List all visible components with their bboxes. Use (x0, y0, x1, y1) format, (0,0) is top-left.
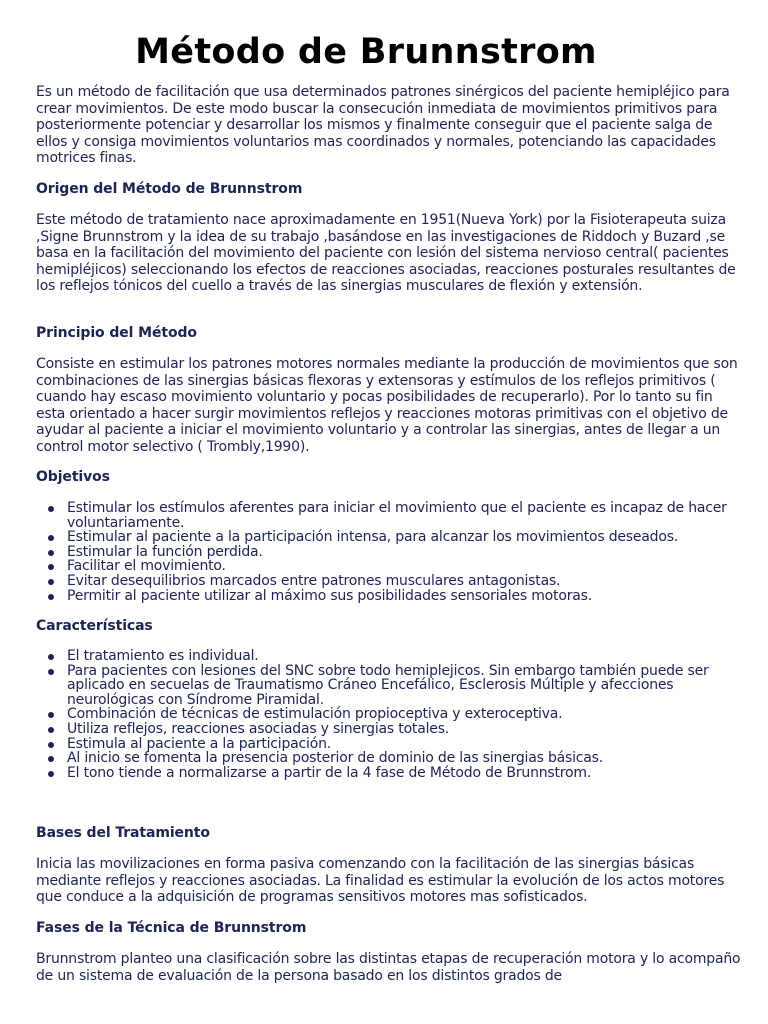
list-item-text: Permitir al paciente utilizar al máximo sus posibilidades sensoriales motoras. (67, 587, 592, 604)
bullet-icon (48, 712, 54, 718)
objetivos-list-container (36, 501, 742, 603)
caracteristicas-section (36, 617, 742, 635)
list-item (36, 707, 742, 722)
bases-heading: Bases del Tratamiento (36, 825, 210, 841)
list-item-text: Estimula al paciente a la participación. (67, 735, 332, 752)
list-item-text: Estimular al paciente a la participación intensa, para alcanzar los movimientos deseados. (67, 529, 679, 546)
fases-section (36, 919, 742, 937)
list-item-text: Al inicio se fomenta la presencia posterior de dominio de las sinergias básicas. (67, 750, 604, 767)
list-item-text: Facilitar el movimiento. (67, 558, 226, 575)
caracteristicas-list-container (36, 649, 742, 780)
objetivos-list (36, 501, 742, 603)
intro-paragraph: Es un método de facilitación que usa determinados patrones sinérgicos del paciente hemipléjico para crear movimientos. De este modo buscar la consecución inmediata de movimientos primitivos para posteriormente potenciar y desarrollar los mismos y finalmente conseguir que el paciente salga de ellos y consiga movimientos voluntarios mas coordinados y normales, potenciando las capacidades motrices finas. (36, 84, 730, 167)
list-item-text: Evitar desequilibrios marcados entre patrones musculares antagonistas. (67, 572, 561, 589)
list-item (36, 501, 742, 530)
bullet-icon (48, 579, 54, 585)
principio-heading: Principio del Método (36, 325, 197, 341)
intro-section (36, 84, 742, 167)
origen-paragraph: Este método de tratamiento nace aproximadamente en 1951(Nueva York) por la Fisioterapeuta suiza ,Signe Brunnstrom y la idea de su trabajo ,basándose en las investigaciones de Riddoch y Buzard ,se basa en la facilitación del movimiento del paciente con lesión del sistema nervioso central( pacientes hemipléjicos) seleccionando los efectos de reacciones asociadas, reacciones posturales resultantes de los reflejos tónicos del cuello a través de las sinergias musculares de flexión y extensión. (36, 212, 736, 295)
origen-section (36, 180, 742, 198)
bullet-icon (48, 564, 54, 570)
bullet-icon (48, 654, 54, 660)
list-item (36, 751, 742, 766)
list-item (36, 737, 742, 752)
list-item (36, 722, 742, 737)
bullet-icon (48, 727, 54, 733)
list-item (36, 574, 742, 589)
list-item-text: El tratamiento es individual. (67, 648, 259, 664)
bullet-icon (48, 506, 54, 512)
list-item (36, 530, 742, 545)
bases-section (36, 824, 742, 842)
page-title: Método de Brunnstrom (135, 32, 597, 72)
caracteristicas-list (36, 649, 742, 780)
list-item (36, 649, 742, 664)
origen-body (36, 212, 742, 295)
bullet-icon (48, 550, 54, 556)
list-item-text: Para pacientes con lesiones del SNC sobre todo hemiplejicos. Sin embargo también puede ser aplicado en secuelas de Traumatismo Cráneo Encefálico, Esclerosis Múltiple y afecciones neurológicas con Síndrome Piramidal. (67, 662, 709, 708)
principio-paragraph: Consiste en estimular los patrones motores normales mediante la producción de movimientos que son combinaciones de las sinergias básicas flexoras y extensoras y estímulos de los reflejos primitivos ( cuando hay escaso movimiento voluntario y pocas posibilidades de recuperarlo). Por lo tanto su fin esta orientado a hacer surgir movimientos reflejos y reacciones motoras primitivas con el objetivo de ayudar al paciente a iniciar el movimiento voluntario y a controlar las sinergias, antes de llegar a un control motor selectivo ( Trombly,1990). (36, 356, 738, 455)
fases-paragraph: Brunnstrom planteo una clasificación sobre las distintas etapas de recuperación motora y lo acompaño de un sistema de evaluación de la persona basado en los distintos grados de (36, 951, 741, 984)
bases-body (36, 856, 742, 906)
bullet-icon (48, 669, 54, 675)
bullet-icon (48, 771, 54, 777)
list-item-text: El tono tiende a normalizarse a partir de la 4 fase de Método de Brunnstrom. (67, 764, 592, 781)
objetivos-heading: Objetivos (36, 469, 110, 485)
list-item (36, 545, 742, 560)
bullet-icon (48, 742, 54, 748)
list-item (36, 559, 742, 574)
principio-section (36, 324, 742, 342)
objetivos-section (36, 468, 742, 486)
bullet-icon (48, 756, 54, 762)
bullet-icon (48, 535, 54, 541)
list-item-text: Estimular la función perdida. (67, 543, 263, 560)
fases-heading: Fases de la Técnica de Brunnstrom (36, 920, 307, 936)
list-item-text: Estimular los estímulos aferentes para iniciar el movimiento que el paciente es incapaz de hacer voluntariamente. (67, 500, 727, 531)
fases-body (36, 951, 742, 984)
bullet-icon (48, 594, 54, 600)
origen-heading: Origen del Método de Brunnstrom (36, 181, 303, 197)
list-item-text: Combinación de técnicas de estimulación propioceptiva y exteroceptiva. (67, 706, 563, 723)
bases-paragraph: Inicia las movilizaciones en forma pasiva comenzando con la facilitación de las sinergias básicas mediante reflejos y reacciones asociadas. La finalidad es estimular la evolución de los actos motores que conduce a la adquisición de programas sensitivos motores mas sofisticados. (36, 856, 725, 906)
caracteristicas-heading: Características (36, 618, 153, 634)
list-item (36, 766, 742, 781)
list-item (36, 589, 742, 604)
list-item (36, 664, 742, 708)
list-item-text: Utiliza reflejos, reacciones asociadas y sinergias totales. (67, 720, 450, 737)
principio-body (36, 356, 742, 456)
